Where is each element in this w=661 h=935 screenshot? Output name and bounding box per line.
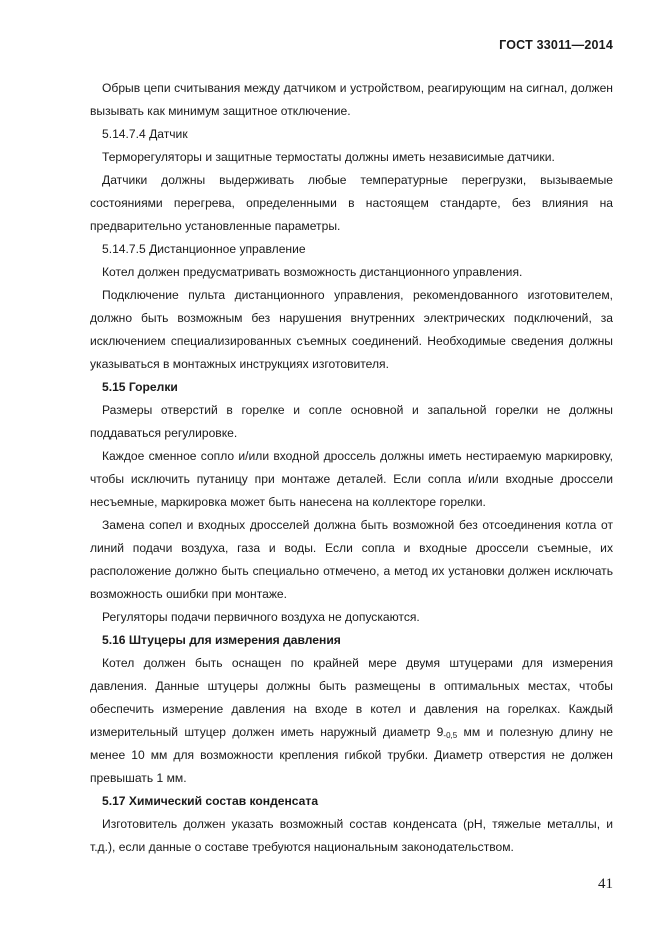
paragraph-independent-sensors: Терморегуляторы и защитные термостаты должны иметь независимые датчики. — [102, 150, 555, 164]
subsection-title-sensor: 5.14.7.4 Датчик — [102, 127, 188, 141]
paragraph-nozzle-marking: Каждое сменное сопло и/или входной дроссель должны иметь нестираемую маркировку, чтобы исключить путаницу при монтаже деталей. Если сопла и/или входные дроссели несъемные, маркировка может быть нанесена на коллекторе горелки. — [90, 449, 613, 509]
paragraph-burner-openings: Размеры отверстий в горелке и сопле основной и запальной горелки не должны поддаваться регулировке. — [90, 403, 613, 440]
pressure-text-end: мм и полезную длину не менее 10 мм для возможности крепления гибкой трубки. Диаметр отверстия не должен превышать 1 мм. — [90, 725, 613, 785]
document-body — [90, 77, 613, 859]
diameter-tolerance: -0,5 — [443, 731, 458, 740]
subsection-title-remote-control: 5.14.7.5 Дистанционное управление — [102, 242, 306, 256]
section-heading-burners: 5.15 Горелки — [102, 380, 178, 394]
paragraph-primary-air: Регуляторы подачи первичного воздуха не допускаются. — [102, 610, 420, 624]
paragraph-remote-control: Котел должен предусматривать возможность дистанционного управления. — [102, 265, 523, 279]
document-header: ГОСТ 33011—2014 — [499, 38, 613, 52]
pressure-text-start: Котел должен быть оснащен по крайней мере двумя штуцерами для измерения давления. Данные штуцеры должны быть размещены в оптимальных местах, чтобы обеспечить измерение давления на входе в котел и давления на горелках. Каждый измерительный штуцер должен иметь наружный диаметр 9 — [90, 656, 613, 739]
paragraph-nozzle-replacement: Замена сопел и входных дросселей должна быть возможной без отсоединения котла от линий подачи воздуха, газа и воды. Если сопла и входные дроссели съемные, их расположение должно быть специально отмечено, а метод их установки должен исключать возможность ошибки при монтаже. — [90, 518, 613, 601]
paragraph-pressure-fittings — [90, 652, 613, 790]
paragraph-reading-circuit: Обрыв цепи считывания между датчиком и устройством, реагирующим на сигнал, должен вызывать как минимум защитное отключение. — [90, 81, 613, 118]
page-number: 41 — [598, 876, 613, 892]
section-heading-pressure-fittings: 5.16 Штуцеры для измерения давления — [102, 633, 341, 647]
paragraph-sensor-overload: Датчики должны выдерживать любые температурные перегрузки, вызываемые состояниями перегрева, определенными в настоящем стандарте, без влияния на предварительно установленные параметры. — [90, 173, 613, 233]
paragraph-condensate: Изготовитель должен указать возможный состав конденсата (pH, тяжелые металлы, и т.д.), если данные о составе требуются национальным законодательством. — [90, 817, 613, 854]
paragraph-remote-connection: Подключение пульта дистанционного управления, рекомендованного изготовителем, должно быть возможным без нарушения внутренних электрических подключений, за исключением специализированных съемных соединений. Необходимые сведения должны указываться в монтажных инструкциях изготовителя. — [90, 288, 613, 371]
section-heading-condensate: 5.17 Химический состав конденсата — [102, 794, 319, 808]
